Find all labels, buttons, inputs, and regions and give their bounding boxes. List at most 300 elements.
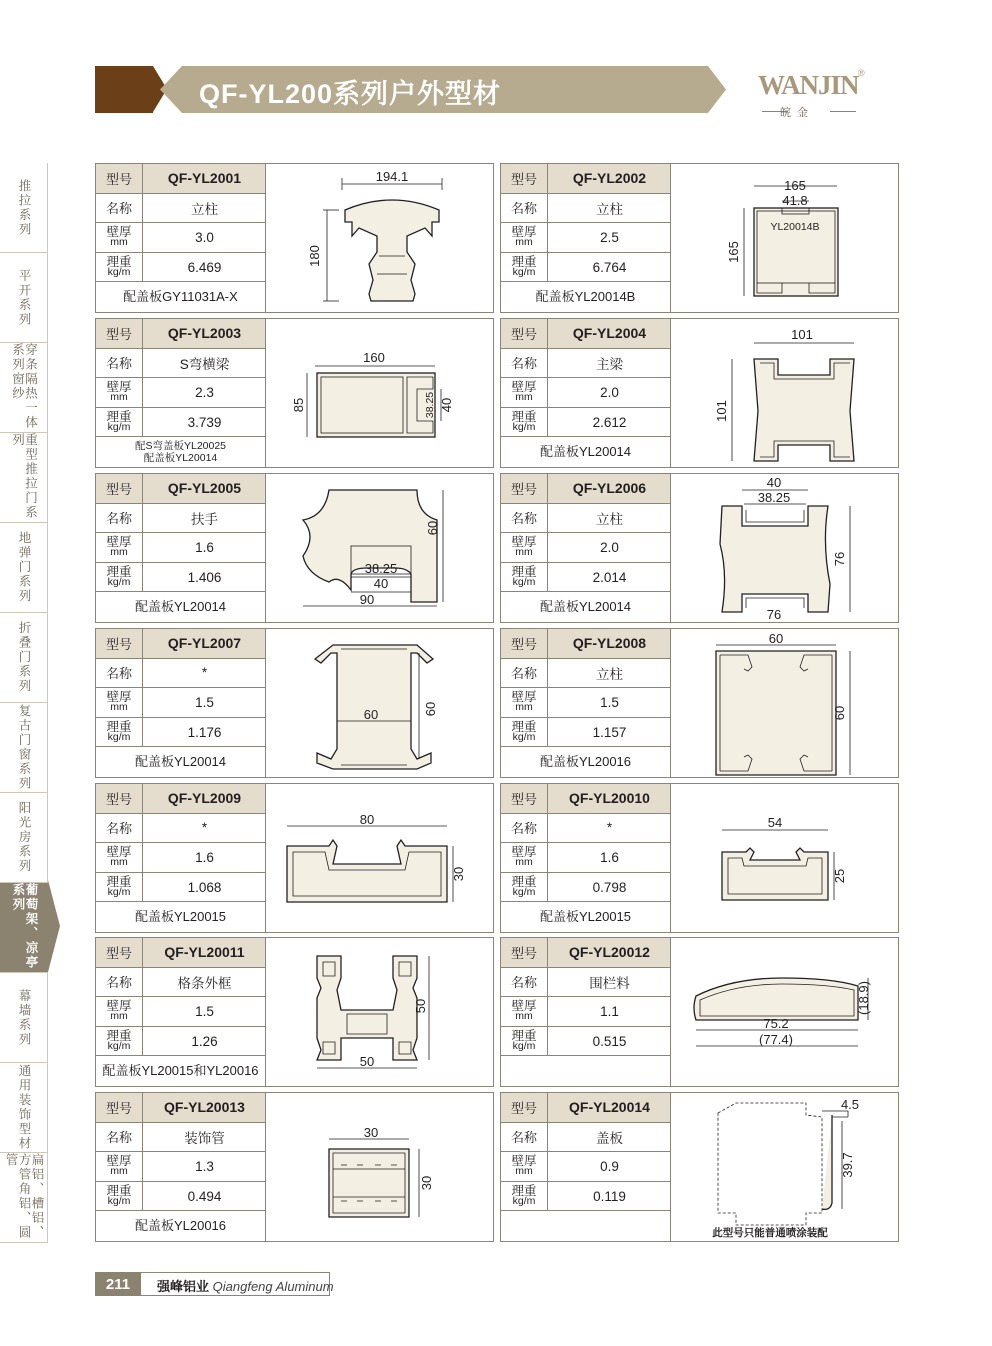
name-value: 立柱 xyxy=(191,201,218,217)
name-row xyxy=(501,659,670,689)
dimension-label: 39.7 xyxy=(840,1152,855,1178)
model-label: 型号 xyxy=(501,164,548,193)
weight-label xyxy=(501,408,548,437)
name-value: * xyxy=(606,820,613,836)
note-line: 配盖板YL20016 xyxy=(134,1218,227,1234)
model-row xyxy=(501,629,670,659)
model-value: QF-YL2007 xyxy=(167,635,242,652)
name-label: 名称 xyxy=(96,968,143,997)
weight-label-text: 理重 xyxy=(106,410,132,425)
product-card xyxy=(95,473,494,623)
spec-table xyxy=(501,319,671,467)
product-card xyxy=(500,163,899,313)
note-line: 配盖板YL20015 xyxy=(539,909,632,925)
logo-chinese-name: 皖金 xyxy=(780,107,814,119)
wall-unit: mm xyxy=(515,236,533,249)
model-row xyxy=(96,319,265,349)
name-value: 主梁 xyxy=(596,356,623,372)
name-label: 名称 xyxy=(501,1123,548,1152)
sidebar-active-arrow xyxy=(48,880,60,972)
spec-table xyxy=(501,938,671,1086)
wall-value: 1.5 xyxy=(600,694,619,710)
sidebar-item[interactable] xyxy=(0,433,48,523)
cover-plate-note xyxy=(96,1056,265,1086)
weight-label xyxy=(96,718,143,747)
weight-label-text: 理重 xyxy=(511,1029,537,1044)
dimension-label: 50 xyxy=(359,1054,375,1069)
sidebar-item[interactable] xyxy=(0,613,48,703)
page-number: 211 xyxy=(95,1272,141,1296)
spec-table xyxy=(96,1093,266,1241)
product-card xyxy=(500,783,899,933)
sidebar-item[interactable] xyxy=(0,973,48,1063)
dimension-label: 50 xyxy=(413,998,428,1014)
product-card xyxy=(95,628,494,778)
wall-unit: mm xyxy=(515,1010,533,1023)
dimension-label: 38.25 xyxy=(424,391,436,419)
weight-value: 1.406 xyxy=(187,569,222,585)
spec-table xyxy=(96,784,266,932)
dimension-label: 60 xyxy=(363,707,379,722)
name-row xyxy=(501,814,670,844)
name-row xyxy=(96,814,265,844)
wall-value: 1.5 xyxy=(195,1003,214,1019)
weight-row xyxy=(501,1182,670,1212)
wall-value: 2.0 xyxy=(600,539,619,555)
wall-unit: mm xyxy=(110,391,128,404)
sidebar-item-label: 平开系列 xyxy=(17,268,31,327)
weight-unit: kg/m xyxy=(107,1195,131,1208)
weight-row xyxy=(96,408,265,438)
dimension-label: 54 xyxy=(767,815,783,830)
name-value: S弯横梁 xyxy=(179,356,230,372)
profile-drawing xyxy=(672,164,899,312)
name-row xyxy=(501,1123,670,1153)
sidebar-item-label: 阳光房系列 xyxy=(17,801,31,874)
dimension-label: 60 xyxy=(423,701,438,717)
model-row xyxy=(96,784,265,814)
name-label: 名称 xyxy=(96,659,143,688)
profile-drawing xyxy=(672,629,899,777)
dimension-label: 75.2 xyxy=(763,1016,789,1031)
product-card xyxy=(95,937,494,1087)
name-label: 名称 xyxy=(96,1123,143,1152)
dimension-label: 194.1 xyxy=(375,169,409,184)
weight-label-text: 理重 xyxy=(106,720,132,735)
model-label: 型号 xyxy=(96,474,143,503)
wall-label xyxy=(501,688,548,717)
sidebar-item-label: 折叠门系列 xyxy=(17,621,31,694)
profile-drawing xyxy=(672,319,899,467)
cover-plate-note xyxy=(96,282,265,312)
wall-row xyxy=(96,223,265,253)
wall-label-text: 壁厚 xyxy=(511,690,537,705)
note-line-2: 配盖板YL20014 xyxy=(143,452,218,465)
name-label: 名称 xyxy=(96,504,143,533)
name-label: 名称 xyxy=(501,194,548,223)
dimension-label: 165 xyxy=(784,178,806,193)
profile-svg xyxy=(672,629,899,777)
weight-row xyxy=(96,253,265,283)
cover-plate-note xyxy=(96,747,265,777)
product-card xyxy=(95,783,494,933)
weight-label-text: 理重 xyxy=(106,565,132,580)
wall-row xyxy=(501,1152,670,1182)
spec-table xyxy=(501,1093,671,1241)
weight-label xyxy=(501,1027,548,1056)
name-label: 名称 xyxy=(96,814,143,843)
dimension-label: 90 xyxy=(359,592,375,607)
profile-svg xyxy=(672,474,899,622)
page-title: QF-YL200系列户外型材 xyxy=(199,79,502,109)
weight-value: 0.798 xyxy=(592,879,627,895)
weight-unit: kg/m xyxy=(512,266,536,279)
wall-row xyxy=(501,688,670,718)
wall-row xyxy=(96,378,265,408)
note-line: 配盖板YL20014 xyxy=(134,754,227,770)
weight-value: 1.176 xyxy=(187,724,222,740)
name-row xyxy=(96,659,265,689)
weight-label xyxy=(96,563,143,592)
product-card xyxy=(500,937,899,1087)
name-row xyxy=(501,349,670,379)
dimension-label: 101 xyxy=(791,327,813,342)
weight-label xyxy=(501,1182,548,1211)
spec-table xyxy=(96,629,266,777)
weight-label-text: 理重 xyxy=(511,410,537,425)
wall-unit: mm xyxy=(515,701,533,714)
weight-value: 6.469 xyxy=(187,259,222,275)
weight-unit: kg/m xyxy=(512,576,536,589)
cover-plate-note xyxy=(501,592,670,622)
wall-label xyxy=(501,223,548,252)
weight-row xyxy=(501,873,670,903)
wall-label-text: 壁厚 xyxy=(106,999,132,1014)
dimension-label: 76 xyxy=(832,551,847,567)
profile-svg xyxy=(267,474,494,622)
profile-drawing xyxy=(672,474,899,622)
sidebar-item[interactable] xyxy=(0,1153,48,1243)
name-value: 立柱 xyxy=(596,201,623,217)
dimension-label: 165 xyxy=(726,241,741,263)
wall-label xyxy=(96,688,143,717)
profile-drawing xyxy=(267,474,494,622)
weight-label xyxy=(96,253,143,282)
model-row xyxy=(501,938,670,968)
sidebar-item-label: 幕墙系列 xyxy=(17,988,31,1047)
model-label: 型号 xyxy=(96,938,143,967)
model-row xyxy=(501,1093,670,1123)
wall-label-text: 壁厚 xyxy=(106,845,132,860)
weight-label-text: 理重 xyxy=(106,1029,132,1044)
weight-row xyxy=(96,873,265,903)
dimension-label: 40 xyxy=(373,576,389,591)
wall-value: 1.6 xyxy=(195,539,214,555)
weight-unit: kg/m xyxy=(107,731,131,744)
sidebar-item-label: 复古门窗系列 xyxy=(17,704,31,791)
wall-label-text: 壁厚 xyxy=(511,535,537,550)
model-value: QF-YL20012 xyxy=(569,944,650,961)
dimension-label: (18.9) xyxy=(856,981,871,1015)
note-line: 配S弯盖板YL20025 xyxy=(134,440,227,453)
weight-label-text: 理重 xyxy=(511,720,537,735)
profile-svg xyxy=(267,1093,494,1241)
name-row xyxy=(96,349,265,379)
dimension-label: 40 xyxy=(766,475,782,490)
name-label: 名称 xyxy=(501,504,548,533)
weight-value: 0.515 xyxy=(592,1033,627,1049)
sidebar-item[interactable] xyxy=(0,703,48,793)
sidebar-item[interactable] xyxy=(0,1063,48,1153)
model-label: 型号 xyxy=(501,319,548,348)
wall-value: 0.9 xyxy=(600,1158,619,1174)
dimension-label: 180 xyxy=(307,245,322,267)
name-value: 扶手 xyxy=(191,511,218,527)
wall-label-text: 壁厚 xyxy=(511,225,537,240)
wall-row xyxy=(501,378,670,408)
wall-label-text: 壁厚 xyxy=(106,380,132,395)
weight-row xyxy=(501,408,670,438)
wall-value: 2.3 xyxy=(195,384,214,400)
sidebar-item-label: 扁铝、槽铝、方管角铝、圆管 xyxy=(4,1153,44,1240)
profile-svg xyxy=(267,784,494,932)
model-value: QF-YL20014 xyxy=(569,1099,650,1116)
wall-label-text: 壁厚 xyxy=(511,999,537,1014)
sidebar-item-label: 推拉系列 xyxy=(17,178,31,237)
model-label: 型号 xyxy=(501,938,548,967)
weight-unit: kg/m xyxy=(107,1040,131,1053)
weight-unit: kg/m xyxy=(107,266,131,279)
wall-value: 1.6 xyxy=(195,849,214,865)
weight-label xyxy=(501,253,548,282)
wall-value: 1.3 xyxy=(195,1158,214,1174)
name-value: 立柱 xyxy=(596,666,623,682)
wall-label-text: 壁厚 xyxy=(511,380,537,395)
product-card xyxy=(95,318,494,468)
dimension-label: 101 xyxy=(714,400,729,422)
wall-label xyxy=(96,997,143,1026)
sidebar-item[interactable] xyxy=(0,253,48,343)
wall-unit: mm xyxy=(515,856,533,869)
weight-unit: kg/m xyxy=(512,731,536,744)
profile-svg xyxy=(672,784,899,932)
wall-row xyxy=(501,997,670,1027)
model-label: 型号 xyxy=(501,1093,548,1122)
wall-label xyxy=(501,533,548,562)
dimension-label: 25 xyxy=(832,868,847,884)
weight-row xyxy=(96,718,265,748)
dimension-label: 38.25 xyxy=(757,490,791,505)
dimension-label: (77.4) xyxy=(759,1032,793,1047)
model-row xyxy=(96,164,265,194)
logo-registered-mark: ® xyxy=(858,68,865,78)
model-label: 型号 xyxy=(501,784,548,813)
cover-plate-note xyxy=(501,1211,670,1241)
weight-label xyxy=(96,1027,143,1056)
wall-row xyxy=(96,688,265,718)
drawing-note: 此型号只能普通喷涂装配 xyxy=(712,1227,828,1239)
wall-label xyxy=(96,223,143,252)
weight-label-text: 理重 xyxy=(106,875,132,890)
dimension-label: 80 xyxy=(359,812,375,827)
dimension-label: 30 xyxy=(419,1175,434,1191)
wall-label xyxy=(501,997,548,1026)
spec-table xyxy=(96,474,266,622)
model-row xyxy=(501,319,670,349)
model-label: 型号 xyxy=(501,474,548,503)
model-value: QF-YL2009 xyxy=(167,790,242,807)
profile-svg xyxy=(672,164,899,312)
model-row xyxy=(501,784,670,814)
cover-plate-note xyxy=(501,1056,670,1086)
model-value: QF-YL2001 xyxy=(167,170,242,187)
product-card xyxy=(500,1092,899,1242)
wall-label-text: 壁厚 xyxy=(511,845,537,860)
wall-unit: mm xyxy=(110,701,128,714)
wall-label-text: 壁厚 xyxy=(106,690,132,705)
profile-svg xyxy=(267,629,494,777)
weight-unit: kg/m xyxy=(512,421,536,434)
profile-drawing xyxy=(267,164,494,312)
dimension-label: 41.8 xyxy=(782,193,808,208)
dimension-label: 160 xyxy=(363,350,385,365)
spec-table xyxy=(501,784,671,932)
name-value: 盖板 xyxy=(596,1130,623,1146)
profile-drawing xyxy=(267,629,494,777)
sidebar-item[interactable] xyxy=(0,883,48,973)
wall-unit: mm xyxy=(110,1010,128,1023)
model-row xyxy=(501,474,670,504)
brand-logo xyxy=(758,70,868,120)
spec-table xyxy=(501,164,671,312)
wall-row xyxy=(501,533,670,563)
note-line: 配盖板YL20014 xyxy=(539,444,632,460)
wall-label xyxy=(501,1152,548,1181)
name-value: 立柱 xyxy=(596,511,623,527)
name-row xyxy=(501,968,670,998)
weight-label-text: 理重 xyxy=(511,565,537,580)
model-value: QF-YL20011 xyxy=(164,944,245,961)
weight-value: 1.068 xyxy=(187,879,222,895)
weight-value: 0.494 xyxy=(187,1188,222,1204)
weight-unit: kg/m xyxy=(107,886,131,899)
weight-row xyxy=(501,563,670,593)
wall-value: 2.0 xyxy=(600,384,619,400)
model-label: 型号 xyxy=(96,1093,143,1122)
profile-svg xyxy=(672,319,899,467)
wall-label xyxy=(96,533,143,562)
wall-unit: mm xyxy=(515,1165,533,1178)
profile-drawing xyxy=(267,784,494,932)
profile-svg xyxy=(267,319,494,467)
name-label: 名称 xyxy=(96,194,143,223)
name-label: 名称 xyxy=(96,349,143,378)
note-line: 配盖板YL20014 xyxy=(539,599,632,615)
weight-row xyxy=(96,563,265,593)
logo-rule-right xyxy=(830,111,856,112)
spec-table xyxy=(96,319,266,467)
model-row xyxy=(96,474,265,504)
logo-wordmark: WANJIN xyxy=(758,70,859,100)
wall-label xyxy=(501,843,548,872)
note-line: 配盖板YL20015和YL20016 xyxy=(102,1063,259,1079)
weight-label xyxy=(501,718,548,747)
wall-value: 1.5 xyxy=(195,694,214,710)
sidebar-item-label: 穿条隔热一体系列窗纱 xyxy=(10,343,38,430)
cover-plate-note xyxy=(96,592,265,622)
sidebar-item[interactable] xyxy=(0,793,48,883)
model-value: QF-YL2004 xyxy=(572,325,647,342)
model-value: QF-YL2002 xyxy=(572,170,647,187)
weight-row xyxy=(96,1182,265,1212)
spec-table xyxy=(96,164,266,312)
name-row xyxy=(96,968,265,998)
dimension-label: 40 xyxy=(439,397,454,413)
name-row xyxy=(96,504,265,534)
name-row xyxy=(501,194,670,224)
profile-drawing xyxy=(267,319,494,467)
dimension-label: 76 xyxy=(766,607,782,622)
model-row xyxy=(96,938,265,968)
model-value: QF-YL2005 xyxy=(167,480,242,497)
wall-value: 2.5 xyxy=(600,229,619,245)
model-value: QF-YL2006 xyxy=(572,480,647,497)
sidebar-item-label: 葡萄架、凉亭系列 xyxy=(11,883,38,970)
dimension-label: 38.25 xyxy=(364,561,398,576)
dimension-label: YL20014B xyxy=(770,221,820,233)
spec-table xyxy=(501,629,671,777)
weight-label xyxy=(96,408,143,437)
header-accent xyxy=(95,66,153,113)
sidebar-item[interactable] xyxy=(0,343,48,433)
wall-row xyxy=(501,223,670,253)
weight-row xyxy=(501,1027,670,1057)
model-row xyxy=(501,164,670,194)
sidebar-item[interactable] xyxy=(0,163,48,253)
weight-unit: kg/m xyxy=(107,576,131,589)
weight-label-text: 理重 xyxy=(106,1184,132,1199)
footer-brand xyxy=(157,1276,334,1295)
model-value: QF-YL2008 xyxy=(572,635,647,652)
profile-drawing xyxy=(267,1093,494,1241)
dimension-label: 60 xyxy=(832,705,847,721)
model-label: 型号 xyxy=(96,784,143,813)
model-label: 型号 xyxy=(96,319,143,348)
name-row xyxy=(96,1123,265,1153)
cover-plate-note xyxy=(501,902,670,932)
sidebar-item[interactable] xyxy=(0,523,48,613)
sidebar-item-label: 通用装饰型材 xyxy=(17,1064,31,1151)
weight-label-text: 理重 xyxy=(511,875,537,890)
wall-label xyxy=(96,378,143,407)
spec-table xyxy=(501,474,671,622)
model-row xyxy=(96,1093,265,1123)
wall-unit: mm xyxy=(110,236,128,249)
wall-row xyxy=(501,843,670,873)
weight-value: 1.26 xyxy=(191,1033,218,1049)
wall-unit: mm xyxy=(110,856,128,869)
dimension-label: 4.5 xyxy=(840,1097,860,1112)
weight-value: 2.014 xyxy=(592,569,627,585)
profile-drawing xyxy=(672,1093,899,1241)
dimension-label: 60 xyxy=(768,631,784,646)
wall-unit: mm xyxy=(110,546,128,559)
profile-drawing xyxy=(267,938,494,1086)
name-value: 格条外框 xyxy=(177,975,232,991)
weight-unit: kg/m xyxy=(107,421,131,434)
spec-table xyxy=(96,938,266,1086)
name-value: * xyxy=(201,820,208,836)
